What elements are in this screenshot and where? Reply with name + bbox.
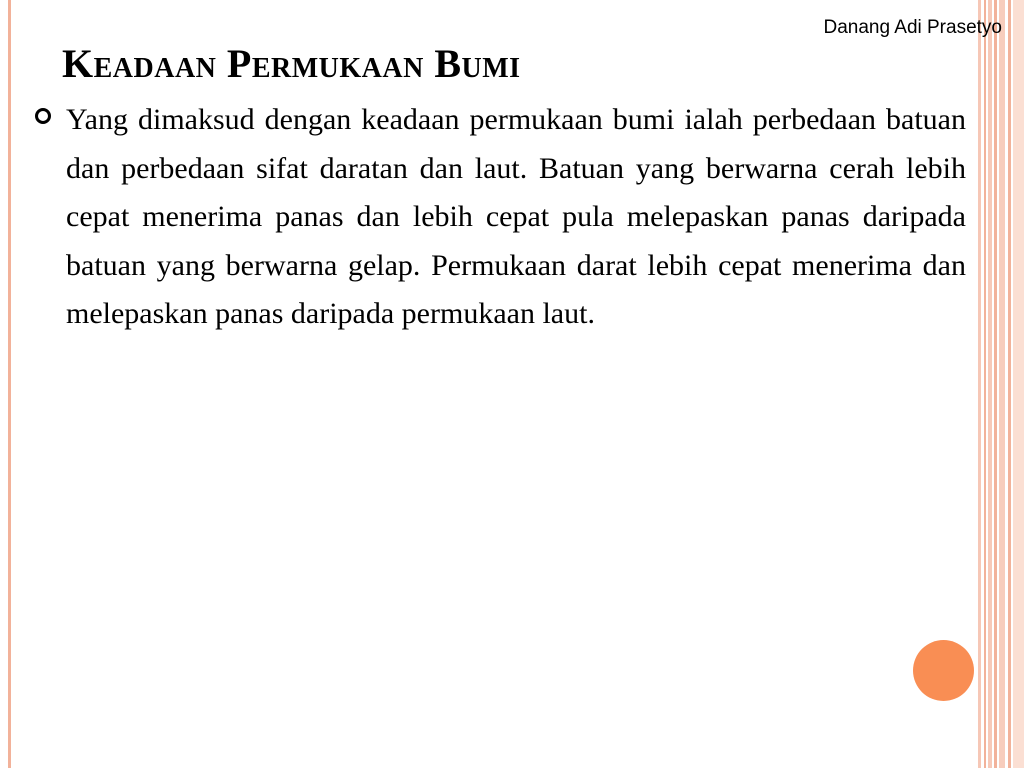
slide-title: Keadaan Permukaan Bumi (62, 41, 521, 86)
orange-circle-decoration (913, 640, 974, 701)
author-name: Danang Adi Prasetyo (823, 17, 1002, 38)
right-border-stripe (984, 0, 986, 768)
left-border-line (8, 0, 11, 768)
hollow-circle-bullet-icon (35, 108, 51, 124)
right-border-stripe (988, 0, 992, 768)
bullet-text: Yang dimaksud dengan keadaan permukaan bumi ialah perbedaan batuan dan perbedaan sifat daratan dan laut. Batuan yang berwarna cerah lebih cepat menerima panas dan lebih cepat pula melepaskan panas daripada batuan yang berwarna gelap. Permukaan darat lebih cepat menerima dan melepaskan panas daripada permukaan laut. (66, 103, 966, 330)
right-border-stripe (978, 0, 981, 768)
right-border-stripe (999, 0, 1005, 768)
right-border-stripe (994, 0, 997, 768)
slide-body (34, 96, 966, 339)
bullet-item (34, 96, 966, 339)
right-border-stripe (1013, 0, 1024, 768)
right-border-stripe (1008, 0, 1011, 768)
